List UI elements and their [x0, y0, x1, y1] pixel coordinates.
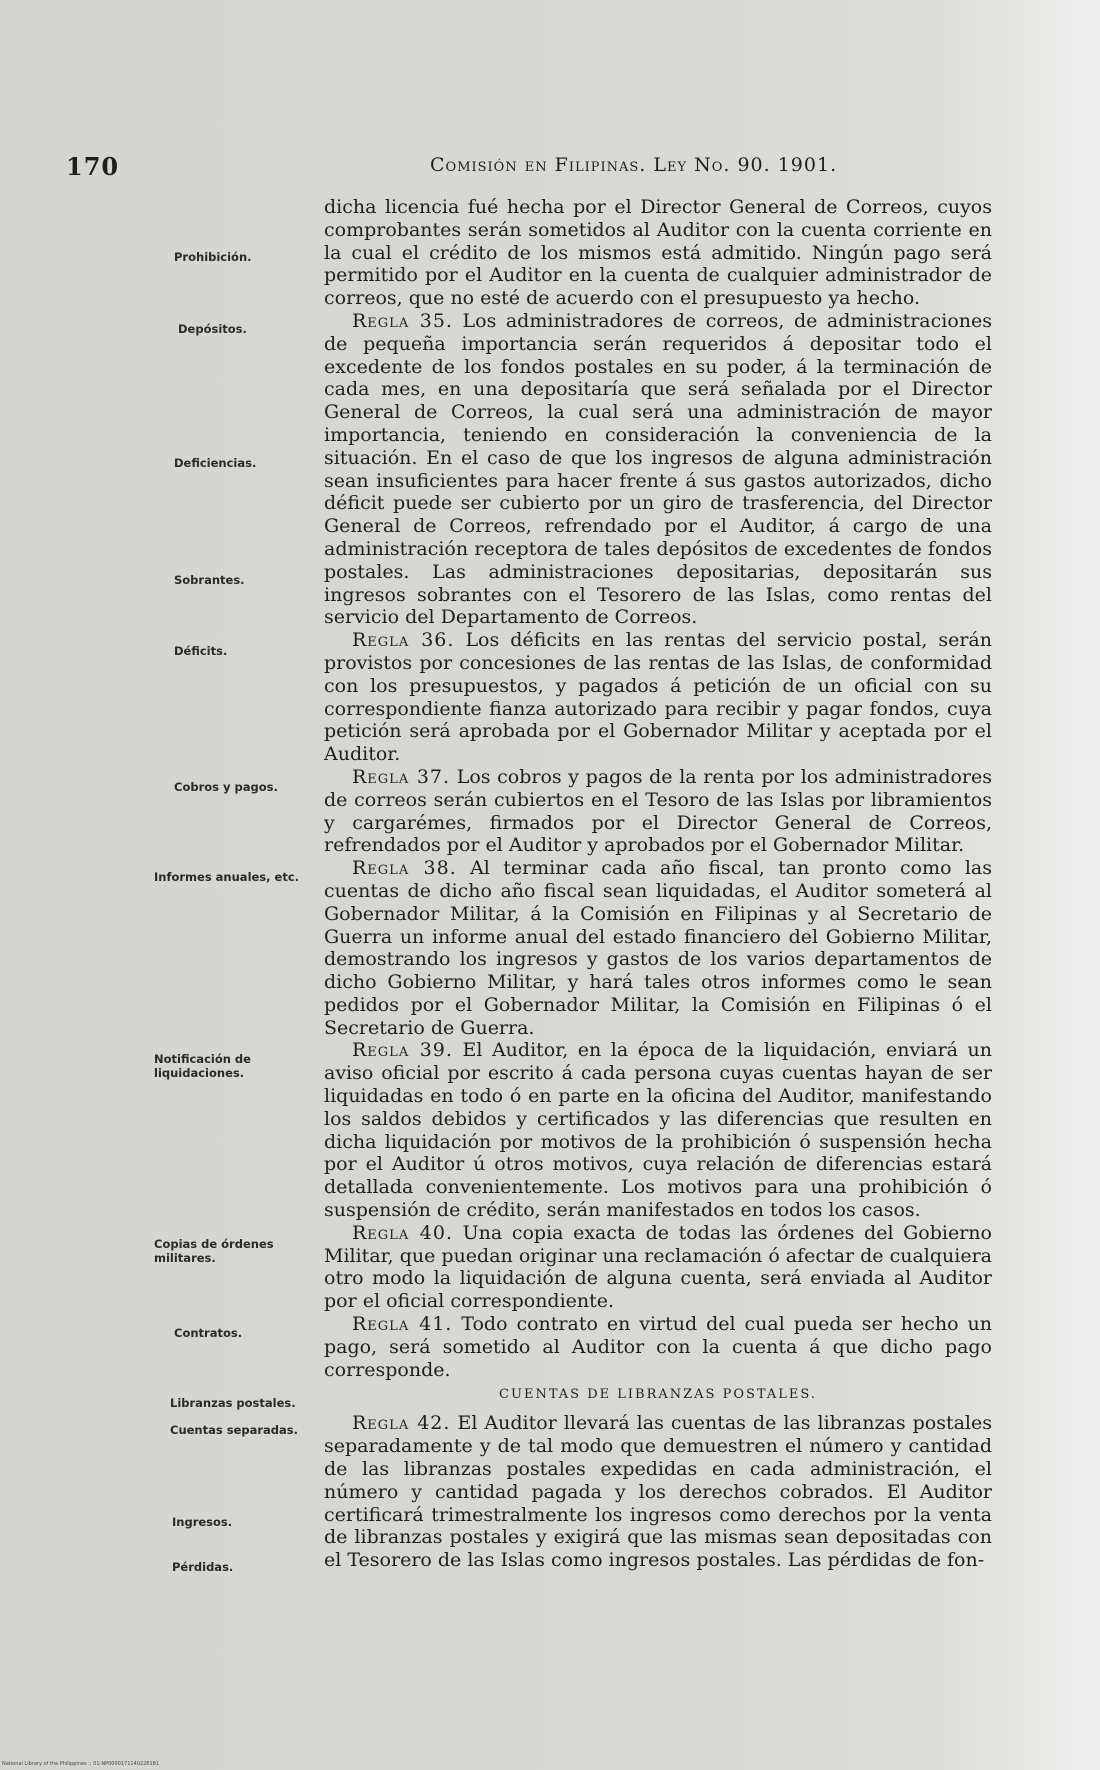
rule-text: Una copia exacta de todas las órdenes del Gobierno Militar, que puedan originar una reclamación ó afectar de cualquiera otro modo la liquidación de alguna cuenta, será enviada al Auditor por el oficial correspondiente. — [324, 1221, 992, 1313]
margin-note-depositos: Depósitos. — [178, 322, 247, 336]
rule-label: Regla 35. — [352, 309, 453, 332]
paragraph-regla-35 — [324, 310, 992, 629]
margin-note-deficiencias: Deficiencias. — [174, 456, 257, 470]
margin-note-ingresos: Ingresos. — [172, 1515, 233, 1529]
rule-text: Los administradores de correos, de administraciones de pequeña importancia serán requeridos á depositar todo el excedente de los fondos postales en su poder, á la terminación de cada mes, en una depositaría que será señalada por el Director General de Correos, la cual será una administración de mayor importancia, teniendo en consideración la conveniencia de la situación. En el caso de que los ingresos de alguna administración sean insuficientes para hacer frente á sus gastos autorizados, dicho déficit puede ser cubierto por un giro de trasferencia, del Director General de Correos, refrendado por el Auditor, á cargo de una administración receptora de tales depósitos de excedentes de fondos postales. Las administraciones depositarias, depositarán sus ingresos sobrantes con el Tesorero de las Islas, como rentas del servicio del Departamento de Correos. — [324, 309, 992, 629]
margin-note-copias-ordenes-militares: Copias de órdenes militares. — [154, 1237, 274, 1265]
body-text — [324, 196, 992, 1572]
rule-label: Regla 37. — [352, 765, 451, 788]
rule-text: Al terminar cada año fiscal, tan pronto como las cuentas de dicho año fiscal sean liquidadas, el Auditor someterá al Gobernador Militar, á la Comisión en Filipinas y al Secretario de Guerra un informe anual del estado financiero del Gobierno Militar, demostrando los ingresos y gastos de los varios departamentos de dicho Gobierno Militar, y hará tales otros informes como le sean pedidos por el Gobernador Militar, la Comisión en Filipinas ó el Secretario de Guerra. — [324, 857, 992, 1039]
margin-note-sobrantes: Sobrantes. — [174, 573, 245, 587]
rule-text: Los déficits en las rentas del servicio postal, serán provistos por concesiones de las rentas de las Islas, de conformidad con los presupuestos, y pagados á petición de un oficial con su correspondiente fianza autorizado para recibir y pagar fondos, cuya petición será aprobada por el Gobernador Militar y aceptada por el Auditor. — [324, 629, 993, 766]
margin-note-notificacion-liquidaciones: Notificación de liquidaciones. — [154, 1052, 251, 1080]
margin-note-contratos: Contratos. — [174, 1326, 243, 1340]
rule-label: Regla 38. — [352, 857, 457, 880]
paragraph-continuation: dicha licencia fué hecha por el Director General de Correos, cuyos comprobantes serán sometidos al Auditor con la cuenta corriente en la cual el crédito de los mismos está admitido. Ningún pago será permitido por el Auditor en la cuenta de cualquier administrador de correos, que no esté de acuerdo con el presupuesto ya hecho. — [324, 196, 992, 310]
margin-note-cuentas-separadas: Cuentas separadas. — [170, 1423, 298, 1437]
section-heading: CUENTAS DE LIBRANZAS POSTALES. — [499, 1387, 817, 1403]
rule-label: Regla 40. — [352, 1221, 454, 1244]
margin-note-cobros-y-pagos: Cobros y pagos. — [174, 780, 278, 794]
page-number: 170 — [66, 152, 120, 181]
margin-note-perdidas: Pérdidas. — [172, 1560, 234, 1574]
margin-note-prohibicion: Prohibición. — [174, 250, 252, 264]
running-head: Comisión en Filipinas. Ley No. 90. 1901. — [430, 154, 838, 176]
rule-label: Regla 42. — [352, 1412, 451, 1435]
paragraph-regla-41 — [324, 1313, 992, 1381]
paragraph-regla-37 — [324, 766, 992, 857]
rule-text: Los cobros y pagos de la renta por los administradores de correos serán cubiertos en el Tesoro de las Islas por libramientos y cargarémes, firmados por el Director General de Correos, refrendados por el Auditor y aprobados por el Gobernador Militar. — [324, 765, 992, 857]
rule-label: Regla 39. — [352, 1039, 453, 1062]
rule-text: El Auditor llevará las cuentas de las libranzas postales separadamente y de tal modo que demuestren el número y cantidad de las libranzas postales expedidas en cada administración, el número y cantidad pagada y los derechos cobrados. El Auditor certificará trimestralmente los ingresos como derechos por la venta de libranzas postales y exigirá que las mismas sean depositadas con el Tesorero de las Islas como ingresos postales. Las pérdidas de fon- — [324, 1412, 992, 1572]
paragraph-regla-42 — [324, 1412, 992, 1572]
paragraph-regla-40 — [324, 1222, 992, 1313]
margin-note-deficits: Déficits. — [174, 644, 228, 658]
margin-note-informes-anuales: Informes anuales, etc. — [154, 870, 300, 884]
rule-text: Todo contrato en virtud del cual pueda ser hecho un pago, será sometido al Auditor con la cuenta á que dicho pago corresponde. — [324, 1313, 992, 1381]
rule-label: Regla 41. — [352, 1313, 453, 1336]
library-stamp: National Library of the Philippines :: 01-NP0000171140228181 — [2, 1761, 160, 1767]
margin-note-libranzas-postales: Libranzas postales. — [170, 1396, 296, 1410]
paragraph-regla-36 — [324, 629, 992, 766]
paragraph-regla-38 — [324, 857, 992, 1039]
rule-text: El Auditor, en la época de la liquidación, enviará un aviso oficial por escrito á cada persona cuyas cuentas hayan de ser liquidadas en todo ó en parte en la oficina del Auditor, manifestando los saldos debidos y certificados y las diferencias que resulten en dicha liquidación por motivos de la prohibición ó suspensión hecha por el Auditor ú otros motivos, cuya relación de diferencias estará detallada convenientemente. Los motivos para una prohibición ó suspensión de crédito, serán manifestados en todos los casos. — [324, 1039, 992, 1222]
rule-label: Regla 36. — [352, 629, 455, 652]
paragraph-regla-39 — [324, 1039, 992, 1221]
